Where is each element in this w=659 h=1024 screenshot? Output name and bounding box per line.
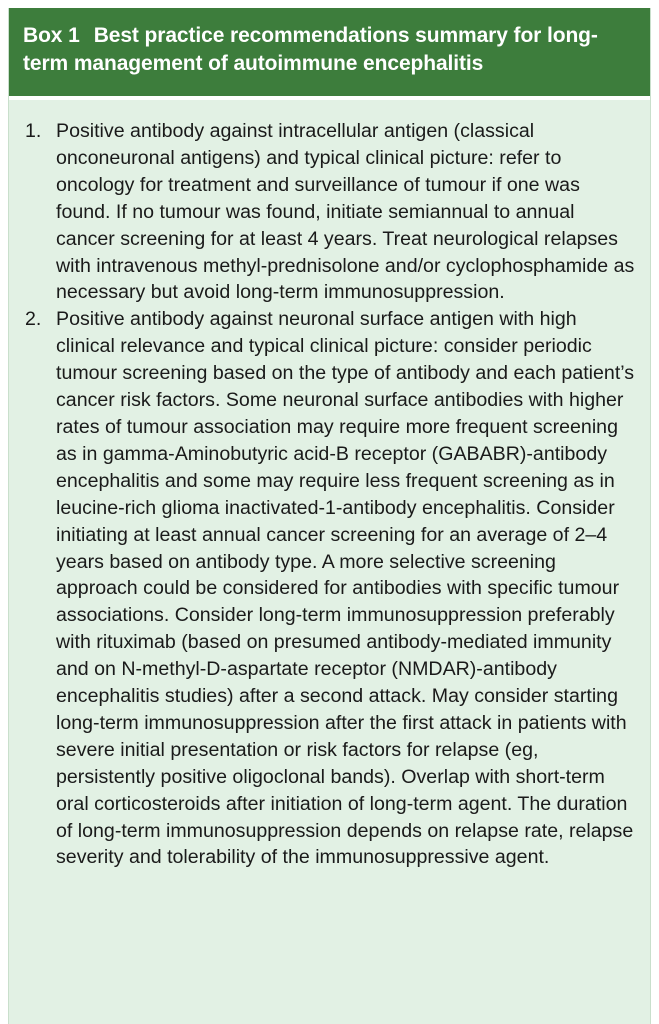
item-number: 1. bbox=[25, 120, 42, 142]
box-header bbox=[9, 8, 650, 96]
recommendation-list bbox=[25, 118, 636, 871]
box-label: Box 1 bbox=[23, 24, 80, 47]
item-text: Positive antibody against intracellular antigen (classical onconeuronal antigens) and typical clinical picture: refer to oncology for treatment and surveillance of tumour if one was found. If no tumour was found, initiate semiannual to annual cancer screening for at least 4 years. Treat neurological relapses with intravenous methyl-prednisolone and/or cyclophosphamide as necessary but avoid long-term immunosuppression. bbox=[56, 120, 635, 304]
recommendation-item-1 bbox=[25, 118, 636, 306]
item-number: 2. bbox=[25, 308, 42, 331]
recommendations-box bbox=[8, 8, 651, 1024]
box-body bbox=[9, 100, 650, 871]
item-text: Positive antibody against neuronal surface antigen with high clinical relevance and typical clinical picture: consider periodic tumour screening based on the type of antibody and each patient’s cancer risk factors. Some neuronal surface antibodies with higher rates of tumour association may require more frequent screening as in gamma-Aminobutyric acid-B receptor (GABABR)-antibody encephalitis and some may require less frequent screening as in leucine-rich glioma inactivated-1-antibody encephalitis. Consider initiating at least annual cancer screening for an average of 2–4 years based on antibody type. A more selective screening approach could be considered for antibodies with specific tumour associations. Consider long-term immunosuppression preferably with rituximab (based on presumed antibody-mediated immunity and on N-methyl-D-aspartate receptor (NMDAR)-antibody encephalitis studies) after a second attack. May consider starting long-term immunosuppression after the first attack in patients with severe initial presentation or risk factors for relapse (eg, persistently positive oligoclonal bands). Overlap with short-term oral corticosteroids after initiation of long-term agent. The duration of long-term immunosuppression depends on relapse rate, relapse severity and tolerability of the immunosuppressive agent. bbox=[56, 308, 635, 869]
box-title: Best practice recommendations summary for long-term management of autoimmune encephalitis bbox=[23, 24, 598, 75]
recommendation-item-2 bbox=[25, 306, 636, 871]
